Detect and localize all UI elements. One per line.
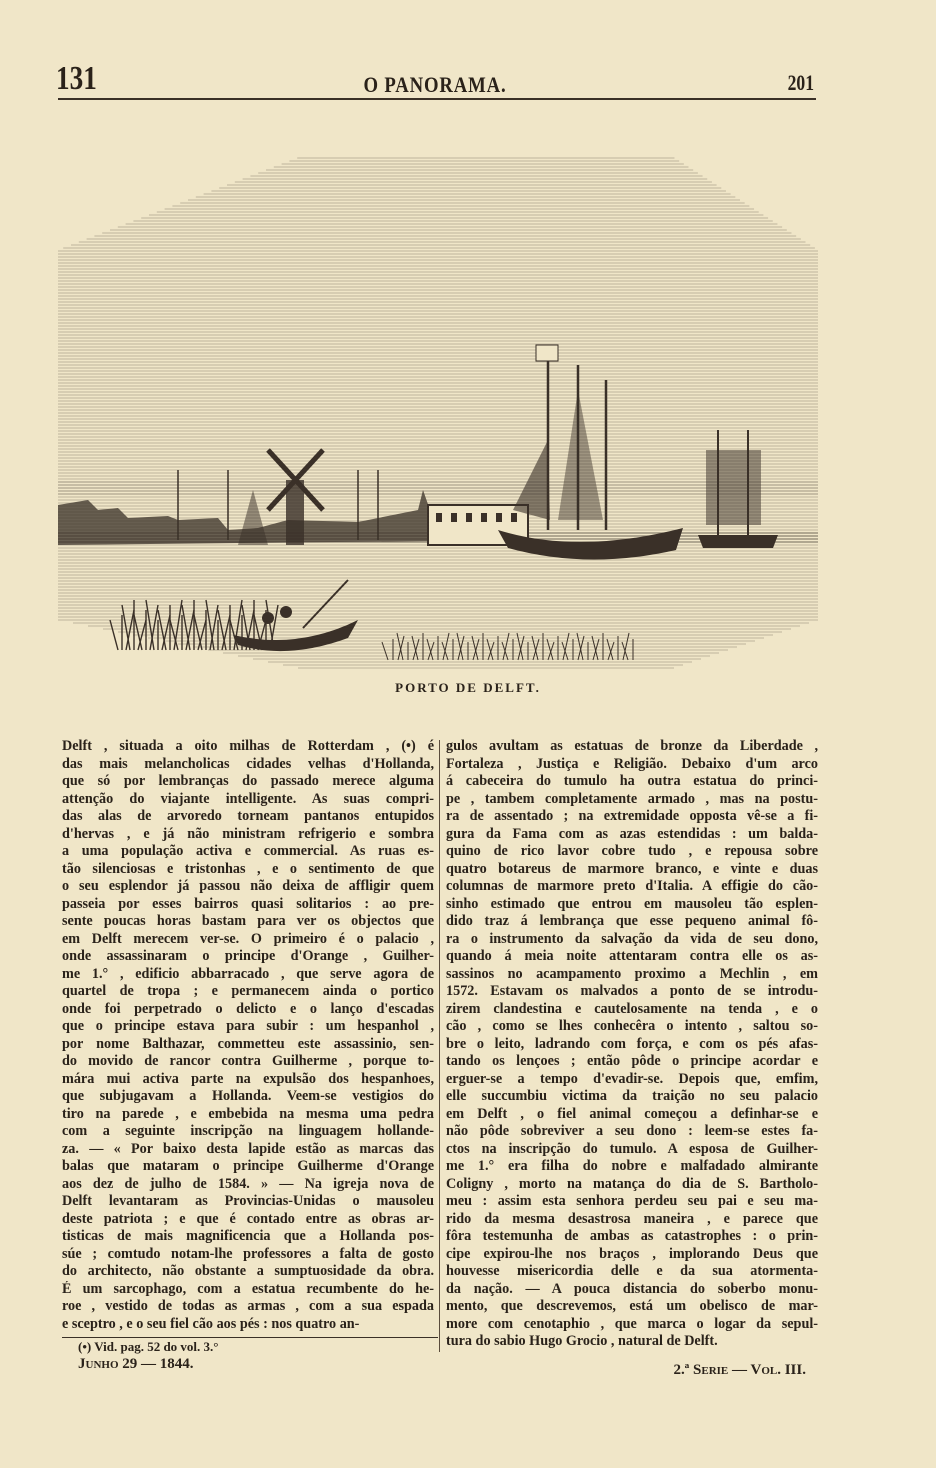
text-line: o seu esplendor já passou não deixa de affligir quem <box>62 878 434 894</box>
text-line: sinho estimado que entrou em mausoleu tão esplen- <box>446 895 818 912</box>
text-line: onde assassinaram o principe d'Orange , Guilher- <box>62 948 434 964</box>
text-line: sassinos no acampamento proximo a Mechlin , em <box>446 965 818 982</box>
text-line: tisticas de mais magnificencia que a Hollanda pos- <box>62 1228 434 1244</box>
engraving-port-of-delft <box>58 150 818 675</box>
text-line: da nação. — A pouca distancia do soberbo monu- <box>446 1280 818 1297</box>
text-line: me 1.° , edificio abbarracado , que serve agora de <box>62 965 434 982</box>
text-line: que o principe estava para subir : um hespanhol , <box>62 1018 434 1034</box>
text-line: Delft levantaram as Provincias-Unidas o mausoleu <box>62 1193 434 1209</box>
text-line: sente poucas horas bastam para ver os objectos que <box>62 913 434 929</box>
right-column <box>446 738 818 1351</box>
text-line: bre o leito, ladrando com força, e com os pés afas- <box>446 1035 818 1052</box>
text-line: aos dez de julho de 1584. » — Na igreja nova de <box>62 1175 434 1192</box>
text-line: do architecto, não obstante a sumptuosidade da obra. <box>62 1263 434 1279</box>
text-line: ctos na inscripção do tumulo. A esposa de Guilher- <box>446 1140 818 1157</box>
text-line: gulos avultam as estatuas de bronze da Liberdade , <box>446 738 818 754</box>
text-line: mára mui activa parte na expulsão dos hespanhoes, <box>62 1070 434 1087</box>
text-line: e sceptro , e o seu fiel cão aos pés : nos quatro an- <box>62 1315 360 1332</box>
text-line: me 1.° era filha do nobre e malfadado almirante <box>446 1158 818 1174</box>
text-line: cipe expirou-lhe nos braços , implorando Deus que <box>446 1245 818 1262</box>
text-line: por nome Balthazar, commetteu este assassinio, sen- <box>62 1035 434 1052</box>
text-line: em Delft , o fiel animal começou a definhar-se e <box>446 1105 818 1122</box>
text-line: súe ; comtudo notam-lhe professores a falta de gosto <box>62 1245 434 1262</box>
issue-number: 131 <box>56 60 97 97</box>
text-line: za. — « Por baixo desta lapide estão as marcas das <box>62 1140 434 1157</box>
text-line: tando os lençoes ; então pôde o principe acordar e <box>446 1053 818 1069</box>
text-line: attenção do viajante intelligente. As suas compri- <box>62 790 434 807</box>
text-line: Delft , situada a oito milhas de Rotterdam , (•) é <box>62 738 434 754</box>
text-line: fôra testemunha de ambas as catastrophes : o prin- <box>446 1228 818 1244</box>
text-line: É um sarcophago, com a estatua recumbente do he- <box>62 1280 434 1297</box>
text-line: onde foi perpetrado o delicto e o lanço d'escadas <box>62 1000 434 1017</box>
text-line: erguer-se a tempo d'evadir-se. Depois que, emfim, <box>446 1070 818 1087</box>
text-line: elle succumbiu victima da traição no seu palacio <box>446 1088 818 1104</box>
text-line: mento, que descrevemos, está um obelisco de mar- <box>446 1298 818 1314</box>
text-line: quando á meia noite attentaram contra elle os as- <box>446 948 818 964</box>
text-line: com a seguinte inscripção na linguagem hollande- <box>62 1123 434 1139</box>
text-line: que subjugavam a Hollanda. Veem-se vestigios do <box>62 1088 434 1104</box>
text-line: tão silenciosas e tristonhas , e o sentimento de que <box>62 860 434 877</box>
text-line: das alas de arvoredo torneam pantanos entupidos <box>62 808 434 824</box>
text-line: quartel de tropa ; e permanecem ainda o portico <box>62 983 434 999</box>
text-line: Coligny , morto na matança do dia de S. Bartholo- <box>446 1175 818 1192</box>
text-line: que só por lembranças do passado merece alguma <box>62 773 434 789</box>
text-line: quatro botareus de marmore branco, e vinte e duas <box>446 860 818 877</box>
text-line: Fortaleza , Justiça e Religião. Debaixo d'um arco <box>446 755 818 772</box>
text-line: d'hervas , e já não ministram refrigerio e sombra <box>62 825 434 842</box>
text-line: more com cenotaphio , que marca o logar da sepul- <box>446 1315 818 1332</box>
text-line: quino de rico lavor cobre tudo , e repousa sobre <box>446 843 818 859</box>
text-line: houvesse misericordia delle e da sua atormenta- <box>446 1263 818 1279</box>
text-line: dido traz á lembrança que esse pequeno animal fô- <box>446 913 818 929</box>
page-number: 201 <box>787 70 814 95</box>
footnote-rule <box>62 1337 438 1338</box>
header-rule <box>58 98 816 100</box>
text-line: ra o instrumento da salvação da vida de seu dono, <box>446 930 818 947</box>
text-line: ra de assentado ; na extremidade opposta vê-se a fi- <box>446 808 818 824</box>
text-line: pe , tambem completamente armado , mas na postu- <box>446 790 818 807</box>
text-line: columnas de marmore preto d'Italia. A effigie do cão- <box>446 878 818 894</box>
text-line: a uma população activa e commercial. As ruas es- <box>62 843 434 859</box>
text-line: rido da mesma desastrosa maneira , e parece que <box>446 1210 818 1227</box>
text-line: cão , como se lhes conhecêra o intento , saltou so- <box>446 1018 818 1034</box>
series-volume: 2.ª Serie — Vol. III. <box>673 1362 806 1378</box>
text-line: passeia por esses bairros quasi solitarios : ao pre- <box>62 895 434 912</box>
issue-date: Junho 29 — 1844. <box>78 1356 194 1372</box>
footnote: (•) Vid. pag. 52 do vol. 3.° <box>78 1339 219 1354</box>
text-line: do movido de rancor contra Guilherme , porque to- <box>62 1053 434 1069</box>
text-line: das mais melancholicas cidades velhas d'Hollanda, <box>62 755 434 772</box>
text-line: deste patriota ; e que é contado entre as obras ar- <box>62 1210 434 1227</box>
page-header <box>56 60 814 100</box>
text-line: tiro na parede , e embebida na mesma uma pedra <box>62 1105 434 1122</box>
journal-title: O PANORAMA. <box>363 72 507 97</box>
text-line: zirem clandestina e cautelosamente na tenda , e o <box>446 1000 818 1017</box>
text-line: balas que mataram o principe Guilherme d'Orange <box>62 1158 434 1174</box>
text-line: meu : assim esta senhora perdeu seu pai e seu ma- <box>446 1193 818 1209</box>
column-divider <box>439 740 440 1352</box>
text-line: em Delft merecem ver-se. O primeiro é o palacio , <box>62 930 434 947</box>
text-line: não pôde sobreviver a seu dono : leem-se estes fa- <box>446 1123 818 1139</box>
illustration-caption: PORTO DE DELFT. <box>395 680 541 695</box>
text-line: roe , vestido de todas as armas , com a sua espada <box>62 1298 434 1314</box>
text-line: á cabeceira do tumulo ha outra estatua do princi- <box>446 773 818 789</box>
text-line: gura da Fama com as azas estendidas : um balda- <box>446 825 818 842</box>
left-column <box>62 738 434 1333</box>
text-line: 1572. Estavam os malvados a ponto de se introdu- <box>446 983 818 999</box>
text-line: tura do sabio Hugo Grocio , natural de Delft. <box>446 1333 718 1349</box>
